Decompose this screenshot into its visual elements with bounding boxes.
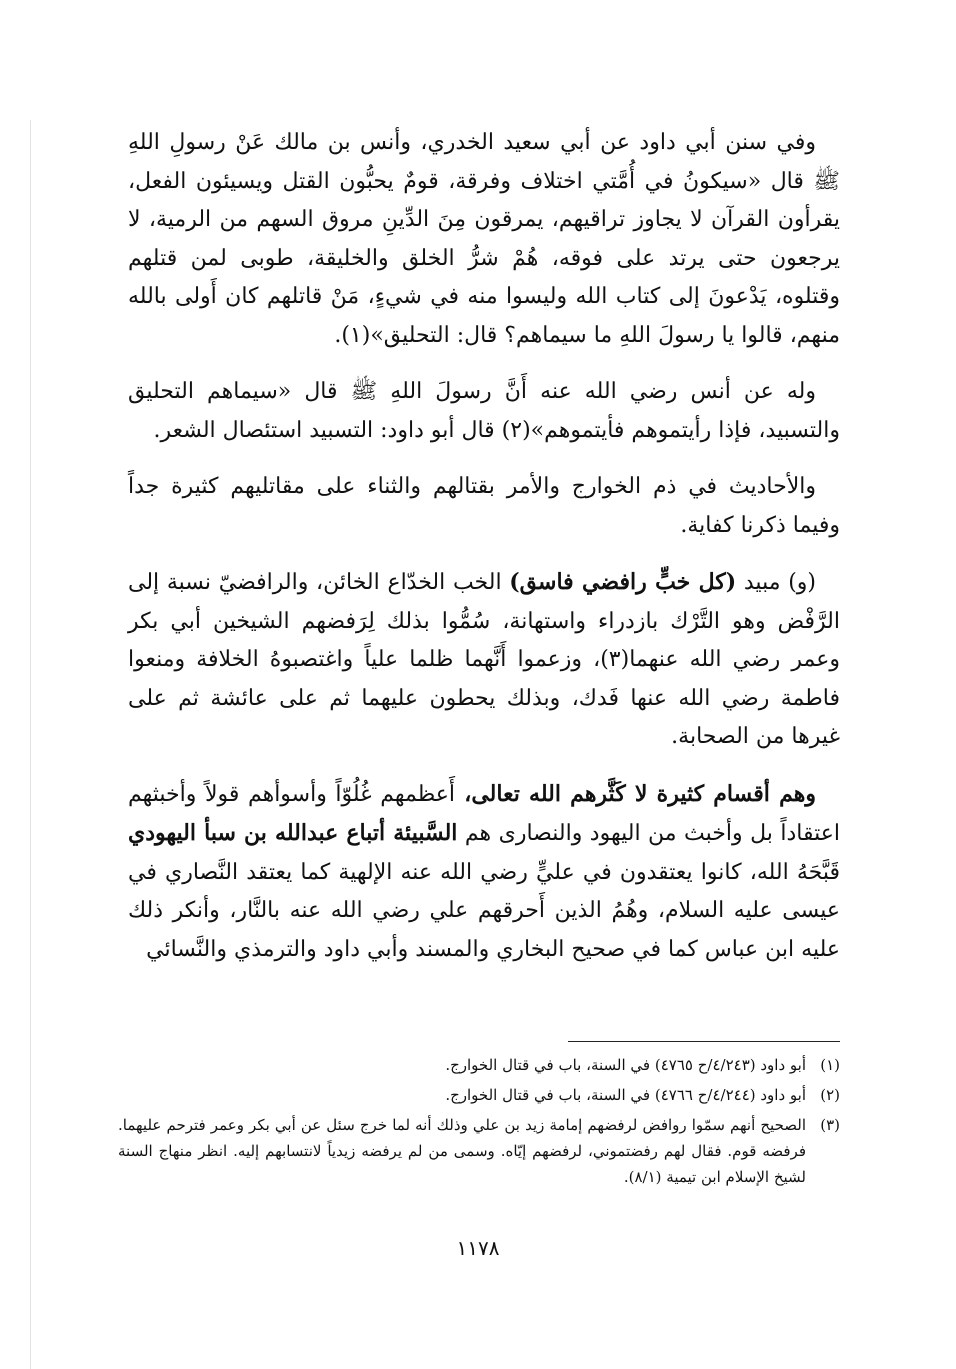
- footnote-2: [118, 1082, 840, 1108]
- footnote-1: [118, 1052, 840, 1078]
- paragraph-1-text: وفي سنن أبي داود عن أبي سعيد الخدري، وأنس بن مالك عَنْ رسولِ اللهِ ﷺ قال «سيكونُ في أُمَّتي اختلاف وفرقة، قومٌ يحبُّون القتل ويسيئون الفعل، يقرأون القرآن لا يجاوز تراقيهم، يمرقون مِنَ الدِّينِ مروق السهم من الرمية، لا يرجعون حتى يرتد على فوقه، هُمْ شرُّ الخلق والخليقة، طوبى لمن قتلهم وقتلوه، يَدْعونَ إلى كتاب الله وليسوا منه في شيءٍ، مَنْ قاتلهم كان أَولى بالله منهم، قالوا يا رسولَ اللهِ ما سيماهم؟ قال: التحليق»(١).: [128, 130, 840, 348]
- footnote-number: (٢): [820, 1086, 840, 1104]
- paragraph-3: [128, 468, 840, 545]
- footnote-number: (٣): [820, 1116, 840, 1134]
- paragraph-5-text-2: قَبَّحَهُ الله، كانوا يعتقدون في عليٍّ رضي الله عنه الإلهية كما يعتقد النَّصاري في عيسى عليه السلام، وهُمُ الذين أَحرقهم علي رضي الله عنه بالنَّار، وأنكر ذلك عليه ابن عباس كما في صحيح البخاري والمسند وأبي داود والترمذي والنَّسائي: [128, 859, 840, 962]
- paragraph-1: [128, 124, 840, 355]
- paragraph-5-bold-phrase-2: السَّبيئة أتباع عبدالله بن سبأ اليهودي: [128, 820, 458, 846]
- paragraph-3-text: والأحاديث في ذم الخوارج والأمر بقتالهم والثناء على مقاتليهم كثيرة جداً وفيما ذكرنا كفاية.: [128, 474, 840, 538]
- paragraph-5-bold-phrase: وهم أقسام كثيرة لا كَثَّرهم الله تعالى،: [455, 780, 816, 807]
- paragraph-4-bold-phrase: (كل خبٍّ رافضي فاسق): [509, 569, 737, 595]
- paragraph-5-text: أَعظمهم غُلُوّاً وأسوأهم قولاً وأخبثهم اعتقاداً بل وأخبث من اليهود والنصارى هم: [128, 781, 840, 846]
- page-edge-line: [30, 120, 31, 1369]
- footnote-divider: [568, 1041, 840, 1042]
- footnote-3: [118, 1112, 840, 1190]
- main-text: [128, 124, 840, 987]
- paragraph-4: [128, 563, 840, 757]
- footnote-number: (١): [820, 1056, 840, 1074]
- footnotes: [118, 1052, 840, 1194]
- paragraph-5: [128, 775, 840, 970]
- footnote-text: الصحيح أنهم سمّوا روافض لرفضهم إمامة زيد بن علي وذلك أنه لما خرج سئل عن أبي بكر وعمر فترحم عليهما. فرفضه قوم. فقال لهم رفضتموني، لرفضهم إيّاه. وسمى من لم يرفضه زيدياً لانتسابهم إليه. انظر منهاج السنة لشيخ الإسلام ابن تيمية (٨/١).: [118, 1116, 806, 1186]
- footnote-text: أبو داود (٤/٢٤٣/ح ٤٧٦٥) في السنة، باب في قتال الخوارج.: [445, 1056, 806, 1074]
- footnote-text: أبو داود (٤/٢٤٤/ح ٤٧٦٦) في السنة، باب في قتال الخوارج.: [445, 1086, 806, 1104]
- paragraph-2: [128, 373, 840, 450]
- paragraph-2-text: وله عن أنس رضي الله عنه أَنَّ رسولَ اللهِ ﷺ قال «سيماهم التحليق والتسبيد، فإذا رأيتموهم فأيتموهم»(٢) قال أبو داود: التسبيد استئصال الشعر.: [128, 379, 840, 443]
- paragraph-4-lead: (و) مبيد: [736, 570, 816, 595]
- paragraph-4-text: الخب الخدّاع الخائن، والرافضيّ نسبة إلى الرَّفْض وهو التَّرْك بازدراء واستهانة، سُمُّوا بذلك لِرَفضهم الشيخين أبي بكر وعمر رضي الله عنهما(٣)، وزعموا أَنَّهما ظلما علياً واغتصبوهُ الخلافة ومنعوا فاطمة رضي الله عنها فَدك، وبذلك يحطون عليهما ثم على عائشة ثم على غيرها من الصحابة.: [128, 570, 840, 749]
- page-number: ١١٧٨: [456, 1236, 500, 1260]
